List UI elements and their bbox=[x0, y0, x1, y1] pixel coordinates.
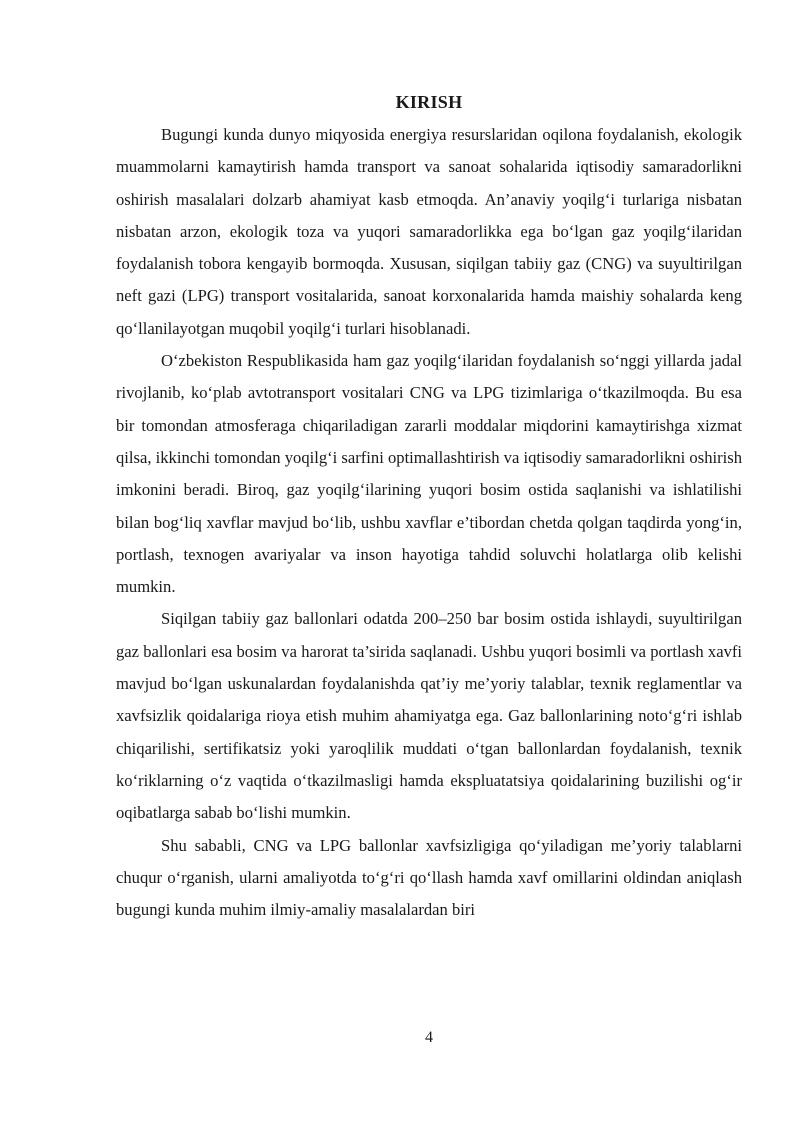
page-number: 4 bbox=[425, 1029, 433, 1046]
paragraph-1: Bugungi kunda dunyo miqyosida energiya resurslaridan oqilona foydalanish, ekologik muammolarni kamaytirish hamda transport va sanoat sohalarida iqtisodiy samaradorlikni oshirish masalalari dolzarb ahamiyat kasb etmoqda. An’anaviy yoqilg‘i turlariga nisbatan nisbatan arzon, ekologik toza va yuqori samaradorlikka ega bo‘lgan gaz yoqilg‘ilaridan foydalanish tobora kengayib bormoqda. Xususan, siqilgan tabiiy gaz (CNG) va suyultirilgan neft gazi (LPG) transport vositalarida, sanoat korxonalarida hamda maishiy sohalarda keng qo‘llanilayotgan muqobil yoqilg‘i turlari hisoblanadi. bbox=[116, 125, 742, 338]
paragraph-2: O‘zbekiston Respublikasida ham gaz yoqilg‘ilaridan foydalanish so‘nggi yillarda jadal rivojlanib, ko‘plab avtotransport vositalari CNG va LPG tizimlariga o‘tkazilmoqda. Bu esa bir tomondan atmosferaga chiqariladigan zararli moddalar miqdorini kamaytirishga xizmat qilsa, ikkinchi tomondan yoqilg‘i sarfini optimallashtirish va iqtisodiy samaradorlikni oshirish imkonini beradi. Biroq, gaz yoqilg‘ilarining yuqori bosim ostida saqlanishi va ishlatilishi bilan bog‘liq xavflar mavjud bo‘lib, ushbu xavflar e’tibordan chetda qolgan taqdirda yong‘in, portlash, texnogen avariyalar va inson hayotiga tahdid soluvchi holatlarga olib kelishi mumkin. bbox=[116, 351, 742, 597]
paragraph-4: Shu sababli, CNG va LPG ballonlar xavfsizligiga qo‘yiladigan me’yoriy talablarni chuqur o‘rganish, ularni amaliyotda to‘g‘ri qo‘llash hamda xavf omillarini oldindan aniqlash bugungi kunda muhim ilmiy-amaliy masalalardan biri bbox=[116, 835, 742, 920]
body-text bbox=[116, 119, 742, 926]
document-page bbox=[116, 0, 742, 1131]
page-title: KIRISH bbox=[395, 92, 463, 113]
paragraph-3: Siqilgan tabiiy gaz ballonlari odatda 200–250 bar bosim ostida ishlaydi, suyultirilgan gaz ballonlari esa bosim va harorat ta’sirida saqlanadi. Ushbu yuqori bosimli va portlash xavfi mavjud bo‘lgan uskunalardan foydalanishda qat’iy me’yoriy talablar, texnik reglamentlar va xavfsizlik qoidalariga rioya etish muhim ahamiyatga ega. Gaz ballonlarining noto‘g‘ri ishlab chiqarilishi, sertifikatsiz yoki yaroqlilik muddati o‘tgan ballonlardan foydalanish, texnik ko‘riklarning o‘z vaqtida o‘tkazilmasligi hamda ekspluatatsiya qoidalarining buzilishi og‘ir oqibatlarga sabab bo‘lishi mumkin. bbox=[116, 609, 742, 823]
